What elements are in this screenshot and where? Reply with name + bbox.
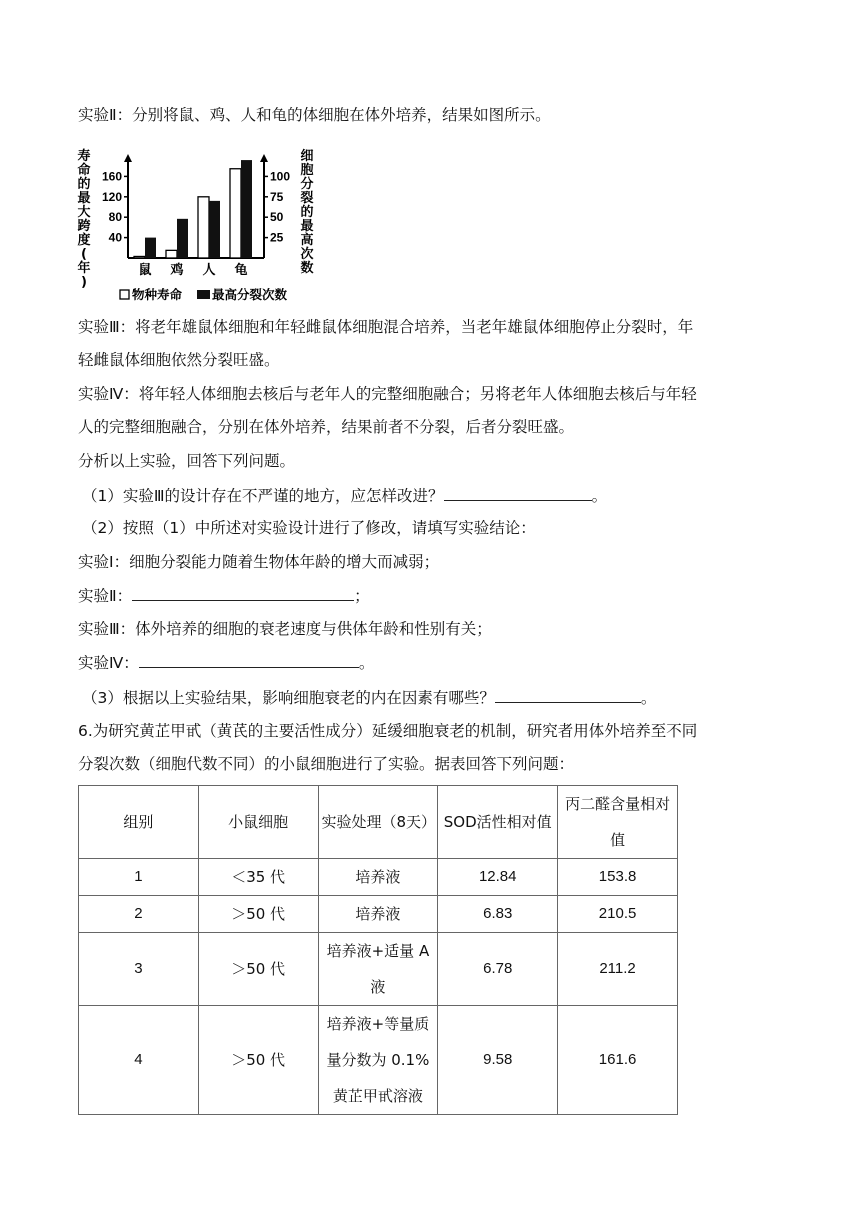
conclusion-4 [78,652,374,673]
semicolon-2: ； [354,587,370,605]
table-row [79,1006,678,1115]
period-1: 。 [591,487,608,505]
table-row [79,896,678,933]
table-cell: 培养液 [318,859,438,896]
problem-6-line1: 6.为研究黄芷甲甙（黄芪的主要活性成分）延缓细胞衰老的机制，研究者用体外培养至不同 [78,722,698,740]
y-axis-right-arrow [260,154,268,162]
y-axis-title-right: 裂 [300,191,314,206]
table-header-cell: 实验处理（8天） [318,786,438,859]
analyze-text: 分析以上实验，回答下列问题。 [78,452,296,470]
legend-swatch-lifespan [120,290,129,299]
y-axis-title-right: 分 [300,177,314,192]
table-cell: 210.5 [558,896,678,933]
exp4-line2: 人的完整细胞融合，分别在体外培养，结果前者不分裂，后者分裂旺盛。 [78,418,575,436]
y-axis-title-right: 次 [300,247,314,262]
answer-blank-2[interactable] [132,585,354,601]
exp4-line1: 实验Ⅳ：将年轻人体细胞去核后与老年人的完整细胞融合；另将老年人体细胞去核后与年轻 [78,385,697,403]
table-header-cell: 丙二醛含量相对值 [558,786,678,859]
table-header-cell: 组别 [79,786,199,859]
bar-max-divisions [177,219,188,258]
legend-swatch-divisions [197,290,210,299]
table-cell: 1 [79,859,199,896]
table-row [79,933,678,1006]
y-tick-label-right: 100 [270,169,291,184]
y-axis-title-right: 数 [300,261,314,276]
legend-label-divisions: 最高分裂次数 [212,287,288,302]
exp3-line2: 轻雌鼠体细胞依然分裂旺盛。 [78,351,280,369]
table-cell: 培养液 [318,896,438,933]
table-cell: 4 [79,1006,199,1115]
bar-max-divisions [209,201,220,258]
y-tick-label-left: 80 [108,210,122,225]
problem-6-line2: 分裂次数（细胞代数不同）的小鼠细胞进行了实验。据表回答下列问题： [78,755,575,773]
table-row [79,859,678,896]
period-4: 。 [358,654,375,672]
table-cell: 培养液+等量质量分数为 0.1%黄芷甲甙溶液 [318,1006,438,1115]
table-cell: 161.6 [558,1006,678,1115]
y-tick-label-left: 160 [101,169,122,184]
table-cell: 2 [79,896,199,933]
question-3-text: （3）根据以上实验结果，影响细胞衰老的内在因素有哪些？ [82,689,495,707]
bar-lifespan [198,197,209,258]
table-cell: 12.84 [438,859,558,896]
y-axis-title-left: 年 [77,261,91,276]
y-axis-title-left: 跨 [77,219,91,234]
y-axis-title-left: ( [81,247,87,262]
y-axis-title-left: 最 [77,191,91,206]
table-cell: 6.83 [438,896,558,933]
answer-blank-1[interactable] [444,485,592,501]
x-tick-label: 鸡 [170,263,184,278]
y-axis-title-left: 命 [77,163,91,178]
y-axis-title-right: 胞 [300,163,314,178]
table-header-row [79,786,678,859]
y-axis-title-right: 高 [300,233,314,248]
y-axis-title-left: 大 [77,205,91,220]
y-axis-title-right: 最 [300,219,314,234]
bar-lifespan [166,250,177,258]
y-axis-title-left: ) [81,275,87,290]
period-3: 。 [640,689,657,707]
answer-blank-4[interactable] [495,687,641,703]
question-1 [82,485,607,506]
exp3-line1: 实验Ⅲ：将老年雄鼠体细胞和年轻雌鼠体细胞混合培养，当老年雄鼠体细胞停止分裂时，年 [78,318,694,336]
table-cell: 211.2 [558,933,678,1006]
table-cell: ＜35 代 [198,859,318,896]
conclusion-3: 实验Ⅲ：体外培养的细胞的衰老速度与供体年龄和性别有关； [78,620,492,638]
table-header-cell: SOD活性相对值 [438,786,558,859]
y-axis-title-left: 的 [77,177,91,192]
y-axis-title-left: 寿 [77,149,91,164]
question-2: （2）按照（1）中所述对实验设计进行了修改，请填写实验结论： [82,519,536,537]
bar-chart [76,146,316,306]
bar-max-divisions [145,238,156,258]
x-tick-label: 人 [202,263,216,278]
y-tick-label-right: 25 [270,230,284,245]
legend-label-lifespan: 物种寿命 [132,287,183,302]
table-cell: 6.78 [438,933,558,1006]
table-cell: ＞50 代 [198,933,318,1006]
data-table [78,785,678,1115]
y-tick-label-right: 50 [270,210,284,225]
y-tick-label-left: 120 [101,189,122,204]
conclusion-2 [78,585,370,606]
y-axis-title-right: 细 [300,149,314,164]
table-cell: 153.8 [558,859,678,896]
x-tick-label: 鼠 [138,263,152,278]
table-cell: ＞50 代 [198,1006,318,1115]
answer-blank-3[interactable] [139,652,359,668]
y-axis-title-right: 的 [300,205,314,220]
x-tick-label: 龟 [234,263,248,278]
y-axis-title-left: 度 [77,233,91,248]
y-tick-label-right: 75 [270,189,284,204]
conclusion-4-label: 实验Ⅳ： [78,654,139,672]
table-cell: 9.58 [438,1006,558,1115]
bar-lifespan [230,169,241,258]
y-tick-label-left: 40 [108,230,122,245]
table-cell: ＞50 代 [198,896,318,933]
bar-max-divisions [241,160,252,258]
intro-exp2: 实验Ⅱ：分别将鼠、鸡、人和龟的体细胞在体外培养，结果如图所示。 [78,106,551,124]
question-1-text: （1）实验Ⅲ的设计存在不严谨的地方，应怎样改进？ [82,487,444,505]
table-cell: 培养液+适量 A 液 [318,933,438,1006]
question-3 [82,687,656,708]
y-axis-left-arrow [124,154,132,162]
table-header-cell: 小鼠细胞 [198,786,318,859]
conclusion-1: 实验Ⅰ：细胞分裂能力随着生物体年龄的增大而减弱； [78,553,440,571]
table-cell: 3 [79,933,199,1006]
bar-lifespan [134,256,145,258]
conclusion-2-label: 实验Ⅱ： [78,587,133,605]
